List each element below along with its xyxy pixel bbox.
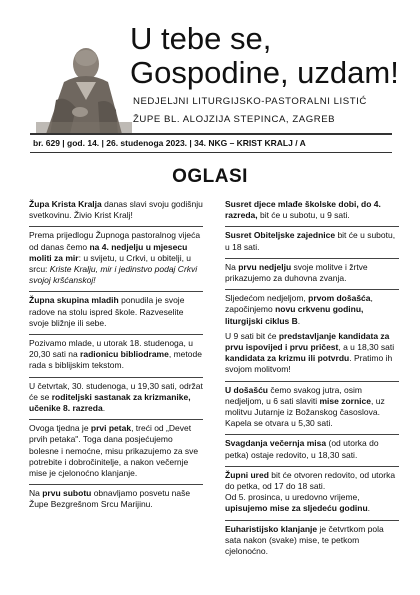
announcements-right-column (225, 196, 399, 562)
announcement-text-run: je četvrtkom pola sata nakon (svake) mise, te petkom cjelonoćno. (225, 523, 384, 557)
announcement-text-run: . (297, 315, 301, 326)
announcement-text-run: U došašću (225, 384, 268, 395)
announcement-text-run: , započinjemo (225, 293, 373, 315)
issue-info: br. 629 | god. 14. | 26. studenoga 2023. | 34. NKG – KRIST KRALJ / A (33, 138, 306, 148)
announcement-paragraph (225, 230, 399, 252)
announcement-text-run: Susret djece mlađe školske dobi, do 4. razreda, (225, 199, 381, 221)
announcement-text-run: predstavljanje kandidata za prvu ispovijed i prvu pričest (225, 330, 390, 353)
announcement-item (225, 521, 399, 563)
announcement-text-run: prvu nedjelju (238, 261, 292, 272)
announcement-item (225, 435, 399, 466)
announcement-item (29, 485, 203, 515)
subtitle-line-2: ŽUPE BL. ALOJZIJA STEPINCA, ZAGREB (133, 114, 336, 125)
announcement-text-run: Prema prijedlogu Župnoga pastoralnog vijeća od danas čemo (29, 230, 201, 252)
announcement-text-run: . (367, 503, 371, 514)
announcement-item (225, 290, 399, 381)
section-title: OGLASI (172, 166, 248, 187)
announcement-text-run: mise zornice (319, 395, 371, 406)
announcement-text-run: , treći od „Devet prvih petaka". Toga dana posjećujemo bolesne i nemoćne, misu prikazujemo za sve potrebite i dobročinitelje, a nakon večernje mise je cjelonoćno klanjanje. (29, 423, 199, 479)
announcement-text-run: Susret Obiteljske zajednice (225, 230, 336, 241)
announcement-text-run: U četvrtak, 30. studenoga, u 19,30 sati, održat će se (29, 380, 203, 402)
title-line-2: Gospodine, uzdam! (130, 55, 399, 90)
announcement-item (225, 382, 399, 436)
header (0, 0, 420, 134)
announcement-text-run: radionicu bibliodrame (80, 349, 169, 360)
announcement-paragraph (29, 381, 203, 415)
announcement-item (29, 420, 203, 485)
announcement-text-run: Na (225, 261, 239, 272)
announcement-text-run: roditeljski sastanak za krizmanike, učenike 8. razreda (29, 391, 191, 414)
announcements-left-column (29, 196, 203, 516)
announcement-paragraph (225, 262, 399, 284)
announcement-item (29, 335, 203, 378)
announcement-item (29, 196, 203, 227)
announcement-paragraph (29, 338, 203, 372)
announcement-text-run: Od 5. prosinca, u uredovno vrijeme, (225, 492, 360, 503)
announcement-paragraph (225, 492, 399, 514)
announcement-paragraph (29, 199, 203, 221)
announcement-paragraph (225, 524, 399, 558)
announcement-item (225, 196, 399, 227)
announcement-item (225, 259, 399, 290)
header-divider-bottom (30, 152, 392, 153)
announcement-text-run: , metode rada s biblijskim tekstom. (29, 349, 202, 371)
announcement-item (225, 467, 399, 521)
announcement-text-run: Župni ured (225, 469, 269, 480)
announcement-paragraph (225, 331, 399, 376)
announcement-text-run: bit će otvoren redovito, od utorka do petka, od 17 do 18 sati. (225, 469, 396, 492)
announcement-text-run: upisujemo mise za sljedeću godinu (225, 503, 368, 514)
announcement-text-run: danas slavi svoju godišnju svetkovinu. Živio Krist Kralj! (29, 199, 203, 221)
announcement-item (29, 227, 203, 292)
announcement-text-run: ponudila je svoje radove na stolu ispred škole. Razveselite svoje bližnje ili sebe. (29, 295, 185, 328)
announcement-paragraph (29, 488, 203, 510)
announcement-paragraph (225, 199, 399, 221)
announcement-paragraph (225, 438, 399, 460)
announcement-paragraph (225, 470, 399, 492)
announcement-text-run: Na (29, 488, 43, 499)
announcement-text-run: Svagdanja večernja misa (225, 438, 327, 449)
announcement-text-run: : u svijetu, u Crkvi, u obitelji, u srcu: (29, 252, 192, 275)
announcement-paragraph (225, 385, 399, 430)
header-divider-top (30, 133, 392, 135)
announcement-text-run: , uz molitvu Jutarnje iz Božanskog časoslova. Kapela se otvara u 5,30 sati. (225, 395, 385, 429)
announcement-paragraph (29, 423, 203, 479)
announcement-item (225, 227, 399, 258)
announcement-item (29, 378, 203, 421)
announcement-text-run: U 9 sati bit će (225, 330, 279, 341)
announcement-text-run: obnavljamo posvetu naše Župe Bezgrešnom Srcu Marijinu. (29, 488, 191, 510)
announcement-text-run: prvom došašća (308, 293, 371, 304)
announcement-text-run: bit će u subotu, u 9 sati. (257, 210, 350, 221)
announcement-text-run: svoje molitve i žrtve prikazujemo za duhovna zvanja. (225, 261, 368, 284)
announcement-paragraph (29, 295, 203, 329)
announcement-text-run: na 4. nedjelju u mjesecu moliti za mir (29, 241, 188, 263)
announcement-text-run: Ovoga tjedna je (29, 423, 91, 434)
announcement-text-run: prvi petak (90, 423, 132, 434)
announcement-text-run: Župna skupina mladih (29, 295, 119, 306)
title-line-1: U tebe se, (130, 21, 272, 56)
announcement-text-run: Sljedećom nedjeljom, (225, 293, 309, 304)
announcement-text-run: Župa Krista Kralja (29, 199, 102, 209)
stepinac-statue-image (36, 40, 132, 134)
announcement-text-run: Kriste Kralju, mir i jedinstvo podaj Crkvi svojoj kršćanskoj! (29, 264, 198, 286)
announcement-text-run: kandidata za krizmu ili potvrdu (225, 353, 350, 364)
announcement-text-run: novu crkvenu godinu, liturgijski ciklus B (225, 304, 364, 326)
announcement-paragraph (225, 293, 399, 327)
announcement-text-run: Pozivamo mlade, u utorak 18. studenoga, u 20,30 sati na (29, 338, 193, 360)
announcement-item (29, 292, 203, 335)
announcement-text-run: (od utorka do petka) ostaje redovito, u 18,30 sati. (225, 438, 379, 460)
announcement-text-run: . (102, 403, 106, 414)
announcement-text-run: bit će u subotu, u 18 sati. (225, 230, 396, 252)
announcement-text-run: . Pratimo ih svojom molitvom! (225, 353, 393, 375)
announcement-text-run: čemo svakog jutra, osim nedjeljom, u 6 sati slaviti (225, 384, 363, 406)
announcement-text-run: Euharistijsko klanjanje (225, 523, 318, 534)
announcement-paragraph (29, 230, 203, 286)
announcement-text-run: prvu subotu (42, 488, 92, 499)
subtitle-line-1: NEDJELJNI LITURGIJSKO-PASTORALNI LISTIĆ (133, 96, 367, 107)
announcement-text-run: , a u 18,30 sati (338, 342, 395, 353)
